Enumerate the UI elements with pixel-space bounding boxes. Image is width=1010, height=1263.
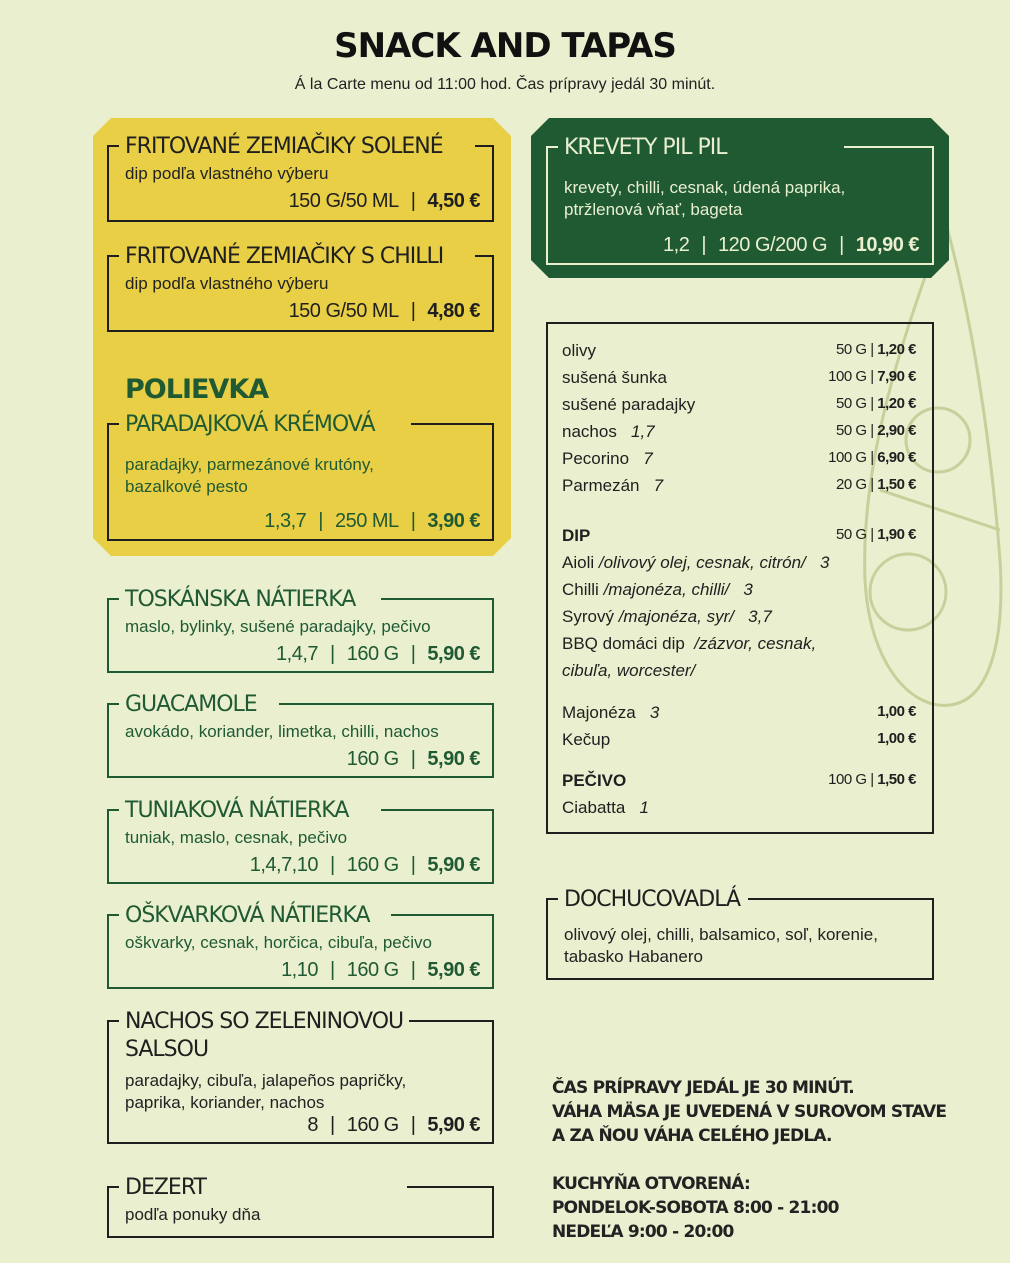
note-line: VÁHA MÄSA JE UVEDENÁ V SUROVOM STAVE bbox=[552, 1102, 947, 1122]
table-row bbox=[562, 703, 916, 723]
item-price-line: 1,10 | 160 G | 5,90 € bbox=[281, 959, 480, 981]
dip-desc: cibuľa, worcester/ bbox=[562, 661, 696, 680]
item-price-line: 150 G/50 ML | 4,50 € bbox=[288, 190, 480, 212]
dip-item bbox=[562, 553, 916, 573]
item-desc: paradajky, cibuľa, jalapeños papričky, paprika, koriander, nachos bbox=[125, 1071, 407, 1112]
item-desc: tuniak, maslo, cesnak, pečivo bbox=[125, 828, 348, 847]
item-price: 3,90 € bbox=[427, 510, 480, 532]
item-weight: 160 G bbox=[346, 1114, 399, 1136]
row-price: 1,00 € bbox=[877, 730, 916, 747]
row-price: 6,90 € bbox=[877, 449, 916, 466]
item-name-line2: SALSOU bbox=[125, 1037, 209, 1062]
item-desc: krevety, chilli, cesnak, údená paprika, ptržlenová vňať, bageta bbox=[564, 178, 846, 219]
item-price-line: 8 | 160 G | 5,90 € bbox=[307, 1114, 480, 1136]
dip-desc: /majonéza, chilli/ bbox=[603, 580, 730, 599]
item-allergens: 1,10 bbox=[281, 959, 318, 981]
hours-line: PONDELOK-SOBOTA 8:00 - 21:00 bbox=[552, 1198, 839, 1218]
item-name: KREVETY PIL PIL bbox=[564, 135, 727, 160]
dip-item bbox=[562, 607, 916, 627]
item-price: 10,90 € bbox=[855, 234, 919, 256]
item-desc: paradajky, parmezánové krutóny, bazalkové pesto bbox=[125, 455, 374, 496]
table-row: sušené paradajky 50 G | 1,20 € bbox=[562, 395, 916, 414]
row-price: 7,90 € bbox=[877, 368, 916, 385]
item-weight: 120 G/200 G bbox=[718, 234, 828, 256]
table-row: Pecorino 7 100 G | 6,90 € bbox=[562, 449, 916, 468]
item-name: NACHOS SO ZELENINOVOU bbox=[125, 1009, 404, 1034]
item-price-line: 160 G | 5,90 € bbox=[346, 748, 480, 770]
row-allergen: 7 bbox=[643, 449, 653, 468]
item-price: 5,90 € bbox=[427, 959, 480, 981]
dip-item bbox=[562, 634, 916, 654]
table-row: nachos 1,7 50 G | 2,90 € bbox=[562, 422, 916, 441]
table-row: DIP 50 G | 1,90 € bbox=[562, 526, 916, 545]
item-name: OŠKVARKOVÁ NÁTIERKA bbox=[125, 903, 370, 928]
item-desc: podľa ponuky dňa bbox=[125, 1205, 261, 1224]
hours-line: NEDEĽA 9:00 - 20:00 bbox=[552, 1222, 734, 1242]
dip-name: Chilli bbox=[562, 580, 599, 599]
item-name: TUNIAKOVÁ NÁTIERKA bbox=[125, 798, 349, 823]
item-desc: dip podľa vlastného výberu bbox=[125, 164, 329, 183]
table-row bbox=[562, 730, 916, 750]
item-allergens: 1,4,7 bbox=[276, 643, 318, 665]
item-name: DOCHUCOVADLÁ bbox=[564, 887, 740, 912]
item-weight: 160 G bbox=[346, 854, 399, 876]
item-name: FRITOVANÉ ZEMIAČIKY S CHILLI bbox=[125, 244, 444, 269]
item-weight: 160 G bbox=[346, 959, 399, 981]
row-label: sušené paradajky bbox=[562, 395, 696, 414]
item-desc: oškvarky, cesnak, horčica, cibuľa, pečivo bbox=[125, 933, 432, 952]
dip-name: Syrový bbox=[562, 607, 614, 626]
item-weight: 150 G/50 ML bbox=[288, 300, 399, 322]
row-price: 1,20 € bbox=[877, 395, 916, 412]
dip-desc: /olivový olej, cesnak, citrón/ bbox=[598, 553, 806, 572]
item-price: 5,90 € bbox=[427, 748, 480, 770]
item-price: 4,50 € bbox=[427, 190, 480, 212]
row-label: Kečup bbox=[562, 730, 611, 749]
item-weight: 160 G bbox=[346, 643, 399, 665]
tapas-table bbox=[546, 322, 934, 834]
item-allergens: 8 bbox=[307, 1114, 318, 1136]
table-row bbox=[562, 798, 916, 818]
row-weight: 100 G bbox=[828, 449, 867, 466]
item-allergens: 1,4,7,10 bbox=[249, 854, 318, 876]
row-label: Pecorino bbox=[562, 449, 630, 468]
row-allergen: 3,7 bbox=[748, 607, 772, 626]
item-price-line: 1,4,7 | 160 G | 5,90 € bbox=[276, 643, 480, 665]
note-line: A ZA ŇOU VÁHA CELÉHO JEDLA. bbox=[552, 1126, 832, 1146]
item-price-line: 1,3,7 | 250 ML | 3,90 € bbox=[264, 510, 480, 532]
row-allergen: 3 bbox=[819, 553, 830, 572]
row-price: 1,50 € bbox=[877, 771, 916, 788]
table-row: Parmezán 7 20 G | 1,50 € bbox=[562, 476, 916, 495]
item-weight: 250 ML bbox=[334, 510, 399, 532]
hours-heading: KUCHYŇA OTVORENÁ: bbox=[552, 1174, 750, 1194]
item-price: 4,80 € bbox=[427, 300, 480, 322]
row-price: 1,50 € bbox=[877, 476, 916, 493]
row-weight: 100 G bbox=[828, 368, 867, 385]
item-name: TOSKÁNSKA NÁTIERKA bbox=[125, 587, 356, 612]
item-price-line: 1,4,7,10 | 160 G | 5,90 € bbox=[249, 854, 480, 876]
item-price: 5,90 € bbox=[427, 643, 480, 665]
row-allergen: 1,7 bbox=[631, 422, 655, 441]
hours-block bbox=[552, 1172, 839, 1244]
dip-name: BBQ domáci dip bbox=[562, 634, 685, 653]
row-weight: 50 G bbox=[836, 526, 867, 543]
item-desc: avokádo, koriander, limetka, chilli, nachos bbox=[125, 722, 439, 741]
row-price: 1,90 € bbox=[877, 526, 916, 543]
row-label: olivy bbox=[562, 341, 597, 360]
row-weight: 50 G bbox=[836, 341, 867, 358]
item-price: 5,90 € bbox=[427, 854, 480, 876]
row-weight: 50 G bbox=[836, 422, 867, 439]
row-price: 2,90 € bbox=[877, 422, 916, 439]
item-name: GUACAMOLE bbox=[125, 692, 257, 717]
row-allergen: 7 bbox=[653, 476, 664, 495]
row-price: 1,20 € bbox=[877, 341, 916, 358]
page-subtitle: Á la Carte menu od 11:00 hod. Čas prípravy jedál 30 minút. bbox=[294, 76, 716, 93]
page-title: SNACK AND TAPAS bbox=[334, 26, 676, 66]
item-weight: 150 G/50 ML bbox=[288, 190, 399, 212]
dip-desc: /majonéza, syr/ bbox=[618, 607, 734, 626]
dip-desc: /zázvor, cesnak, bbox=[694, 634, 817, 653]
row-allergen: 3 bbox=[649, 703, 660, 722]
row-allergen: 3 bbox=[743, 580, 753, 599]
pecivo-heading: PEČIVO bbox=[562, 771, 627, 790]
item-allergens: 1,2 bbox=[663, 234, 690, 256]
row-allergen: 1 bbox=[639, 798, 649, 817]
dip-item bbox=[562, 580, 916, 600]
item-name: PARADAJKOVÁ KRÉMOVÁ bbox=[125, 412, 375, 437]
table-row: PEČIVO 100 G | 1,50 € bbox=[562, 771, 916, 790]
dip-name: Aioli bbox=[562, 553, 595, 572]
item-name: DEZERT bbox=[125, 1175, 206, 1200]
notes-block bbox=[552, 1076, 946, 1148]
soup-heading: POLIEVKA bbox=[125, 374, 269, 405]
item-price-line: 150 G/50 ML | 4,80 € bbox=[288, 300, 480, 322]
note-line: ČAS PRÍPRAVY JEDÁL JE 30 MINÚT. bbox=[552, 1078, 854, 1098]
row-weight: 100 G bbox=[828, 771, 867, 788]
item-weight: 160 G bbox=[346, 748, 399, 770]
row-label: sušená šunka bbox=[562, 368, 667, 387]
row-label: Ciabatta bbox=[562, 798, 626, 817]
item-desc: olivový olej, chilli, balsamico, soľ, korenie, tabasko Habanero bbox=[564, 925, 878, 966]
row-weight: 20 G bbox=[836, 476, 867, 493]
dip-heading: DIP bbox=[562, 526, 591, 545]
item-price-line: 1,2 | 120 G/200 G | 10,90 € bbox=[663, 234, 919, 256]
dip-item bbox=[562, 661, 916, 681]
item-desc: dip podľa vlastného výberu bbox=[125, 274, 329, 293]
item-allergens: 1,3,7 bbox=[264, 510, 307, 532]
item-desc: maslo, bylinky, sušené paradajky, pečivo bbox=[125, 617, 431, 636]
table-row: sušená šunka 100 G | 7,90 € bbox=[562, 368, 916, 387]
item-price: 5,90 € bbox=[427, 1114, 480, 1136]
row-price: 1,00 € bbox=[877, 703, 916, 720]
item-name: FRITOVANÉ ZEMIAČIKY SOLENÉ bbox=[125, 134, 443, 159]
row-label: nachos bbox=[562, 422, 617, 441]
row-label: Parmezán bbox=[562, 476, 640, 495]
row-weight: 50 G bbox=[836, 395, 867, 412]
row-label: Majonéza bbox=[562, 703, 636, 722]
table-row: olivy 50 G | 1,20 € bbox=[562, 341, 916, 360]
